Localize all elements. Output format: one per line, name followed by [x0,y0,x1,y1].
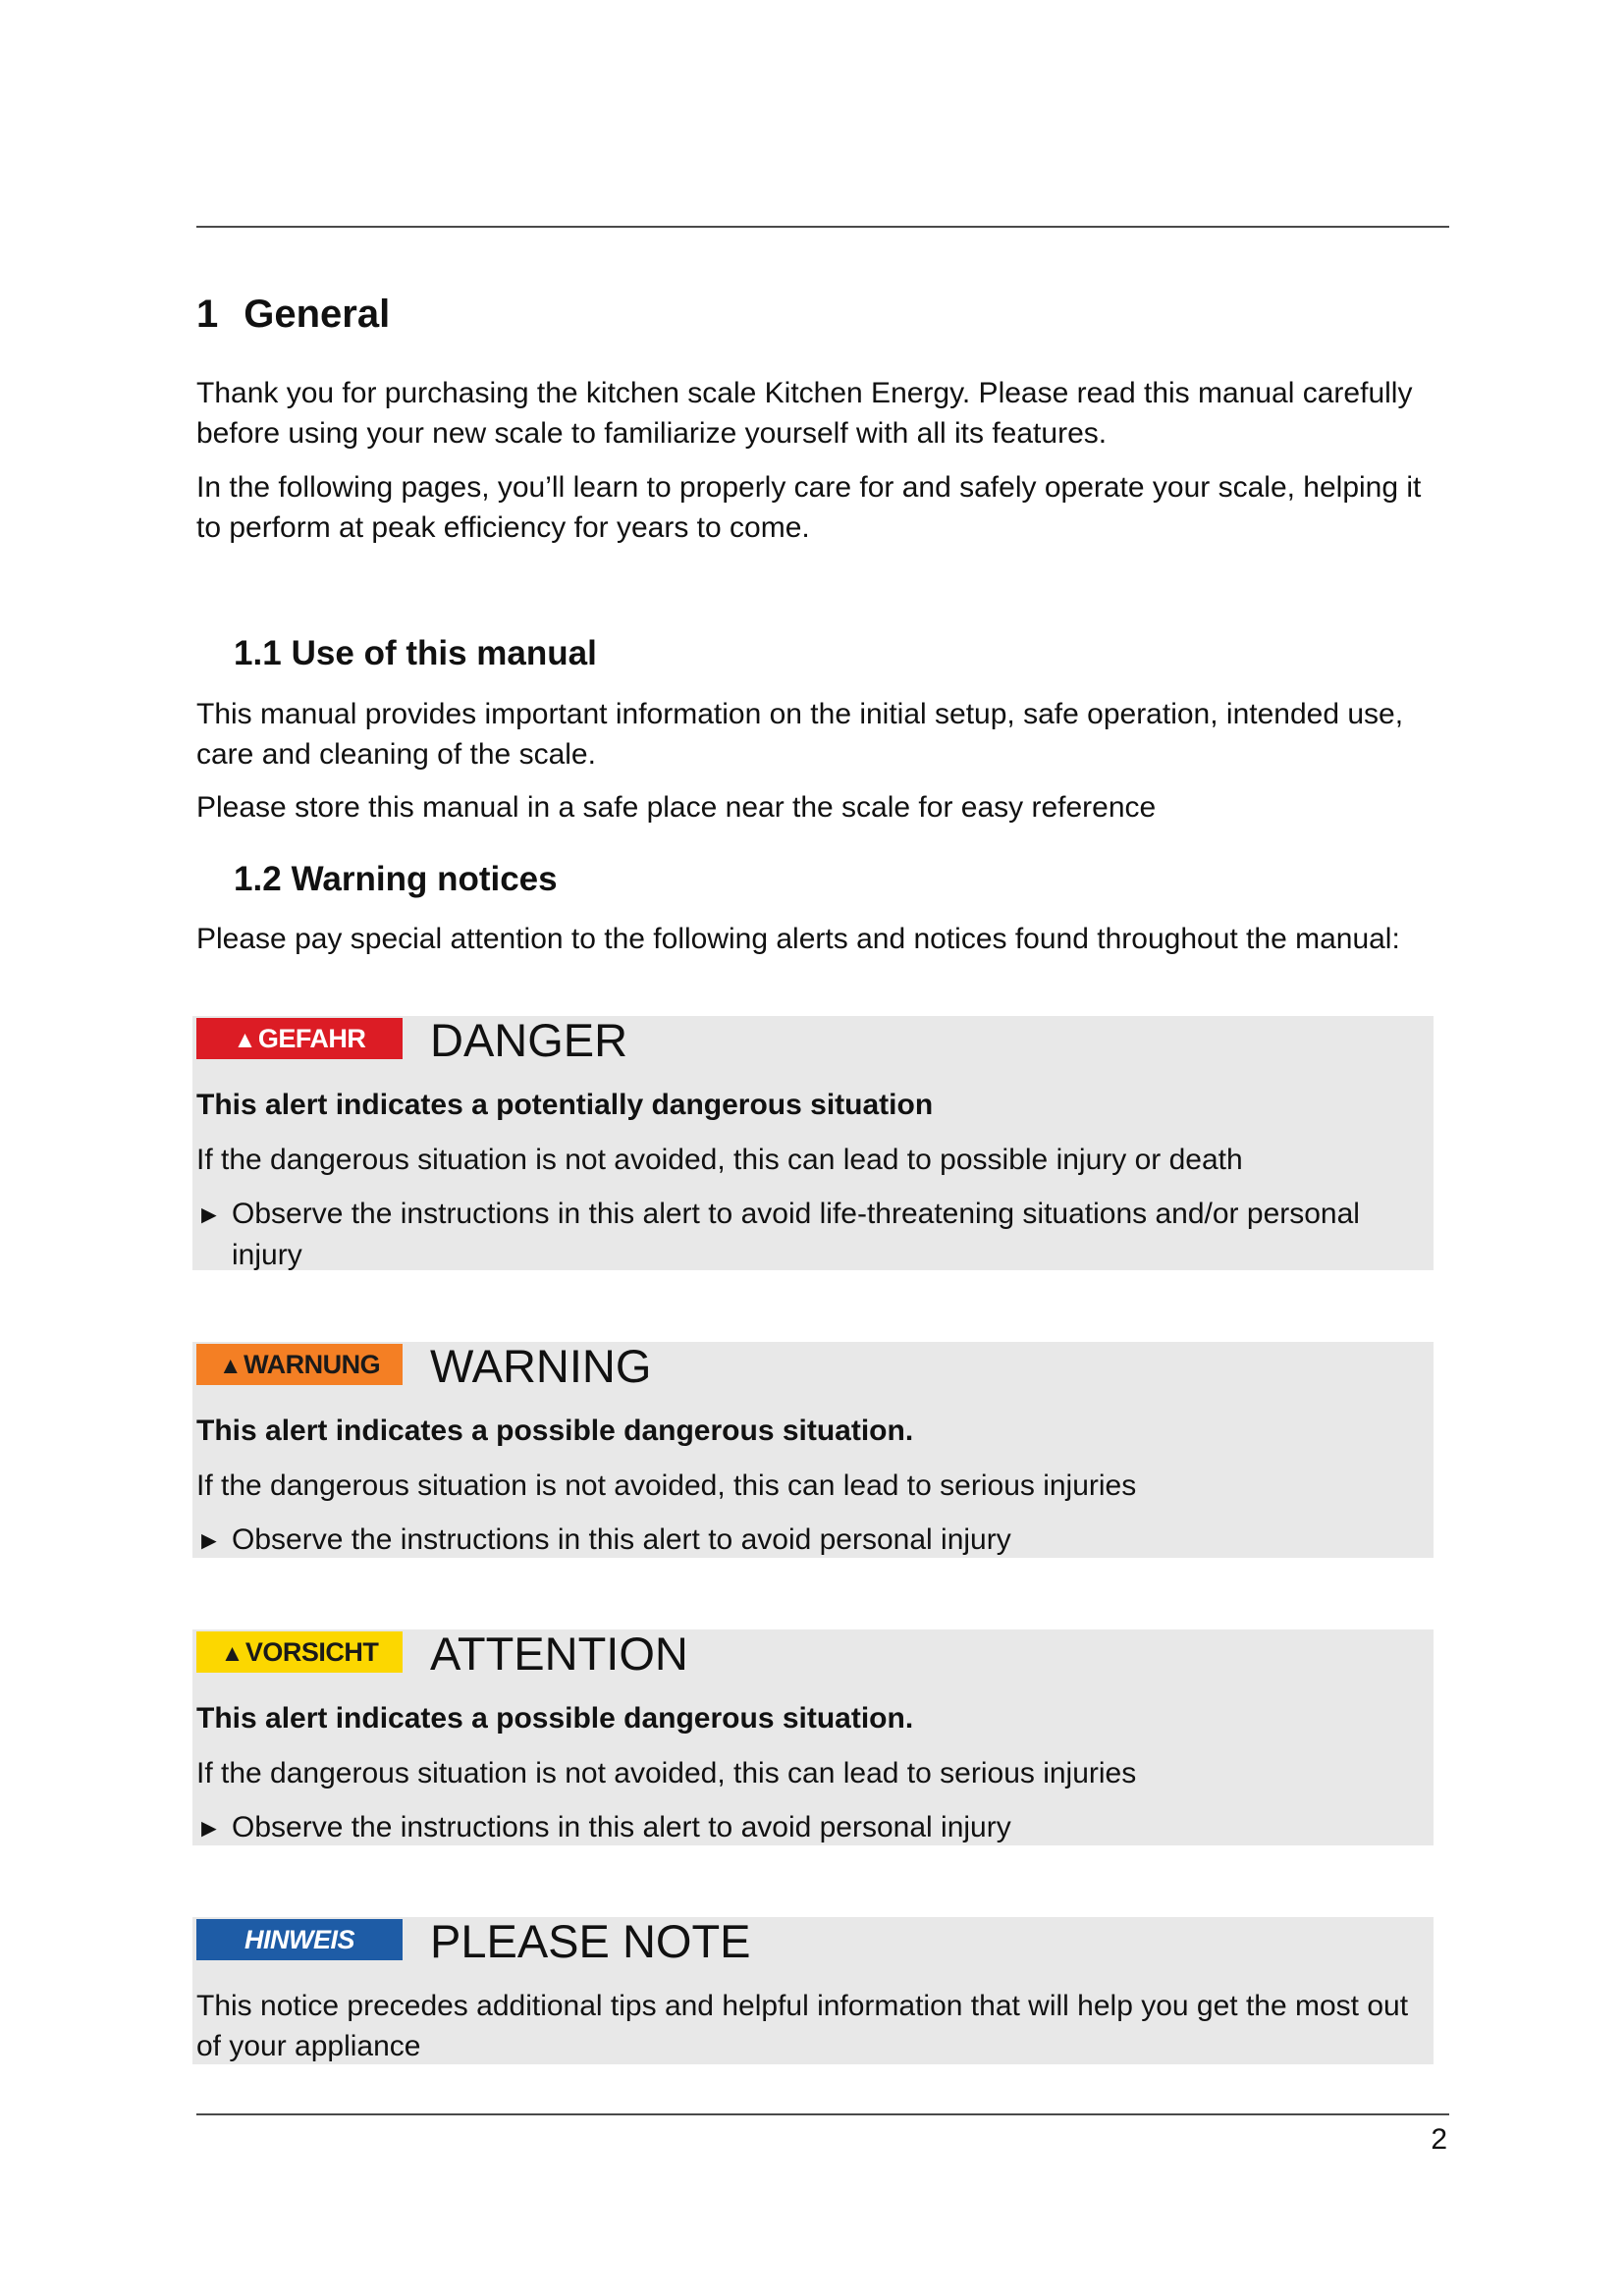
warning-text: If the dangerous situation is not avoided, this can lead to serious injuries [196,1469,1137,1502]
section-number: 1 [196,293,219,336]
subsection-heading-warnings [234,860,558,899]
danger-text: If the dangerous situation is not avoided, this can lead to possible injury or death [196,1144,1243,1176]
note-notice [192,1917,1434,2064]
intro-paragraph-2: In the following pages, you’ll learn to properly care for and safely operate your scale, helping it to perform at peak efficiency for years to come. [196,471,1422,544]
subsection-title: Use of this manual [291,634,597,672]
play-arrow-icon: ► [196,1200,222,1229]
section-title: General [244,293,391,336]
warning-badge [196,1344,403,1385]
attention-title: ATTENTION [430,1628,688,1680]
note-title: PLEASE NOTE [430,1915,751,1967]
warning-badge-label: WARNUNG [244,1350,381,1379]
note-badge: HINWEIS [196,1919,403,1960]
attention-lead: This alert indicates a possible dangerous situation. [196,1702,914,1735]
warning-triangle-icon: ▲ [220,1640,244,1667]
danger-lead: This alert indicates a potentially dangerous situation [196,1089,934,1121]
warnings-intro-paragraph: Please pay special attention to the following alerts and notices found throughout the manual: [196,923,1400,955]
attention-text: If the dangerous situation is not avoided, this can lead to serious injuries [196,1757,1137,1789]
attention-notice [192,1629,1434,1845]
warning-triangle-icon: ▲ [233,1027,256,1053]
warning-step-text: Observe the instructions in this alert to avoid personal injury [232,1523,1011,1556]
subsection-number: 1.1 [234,634,282,672]
subsection-number: 1.2 [234,860,282,898]
attention-badge-label: VORSICHT [244,1637,379,1667]
danger-badge [196,1018,403,1059]
section-heading [196,293,390,337]
play-arrow-icon: ► [196,1813,222,1842]
manual-paragraph-1: This manual provides important information on the initial setup, safe operation, intended use, care and cleaning of the scale. [196,698,1404,771]
danger-title: DANGER [430,1014,628,1066]
subsection-title: Warning notices [291,860,558,898]
danger-step [196,1194,1430,1275]
header-rule [196,226,1449,228]
danger-notice [192,1016,1434,1270]
attention-step-text: Observe the instructions in this alert to avoid personal injury [232,1811,1011,1843]
intro-paragraph-1: Thank you for purchasing the kitchen scale Kitchen Energy. Please read this manual carefully before using your new scale to familiarize yourself with all its features. [196,377,1413,450]
manual-paragraph-2: Please store this manual in a safe place near the scale for easy reference [196,791,1157,824]
subsection-heading-manual [234,634,597,673]
note-text: This notice precedes additional tips and helpful information that will help you get the most out of your appliance [196,1990,1409,2062]
attention-badge [196,1631,403,1673]
play-arrow-icon: ► [196,1525,222,1555]
danger-badge-label: GEFAHR [257,1024,366,1053]
attention-step [196,1807,1430,1848]
footer-rule [196,2113,1449,2115]
warning-step [196,1520,1430,1561]
warning-title: WARNING [430,1340,652,1392]
warning-triangle-icon: ▲ [218,1353,243,1379]
danger-step-text: Observe the instructions in this alert to avoid life-threatening situations and/or personal injury [232,1198,1360,1271]
page-number: 2 [1431,2123,1447,2156]
warning-notice [192,1342,1434,1558]
warning-lead: This alert indicates a possible dangerous situation. [196,1415,914,1447]
